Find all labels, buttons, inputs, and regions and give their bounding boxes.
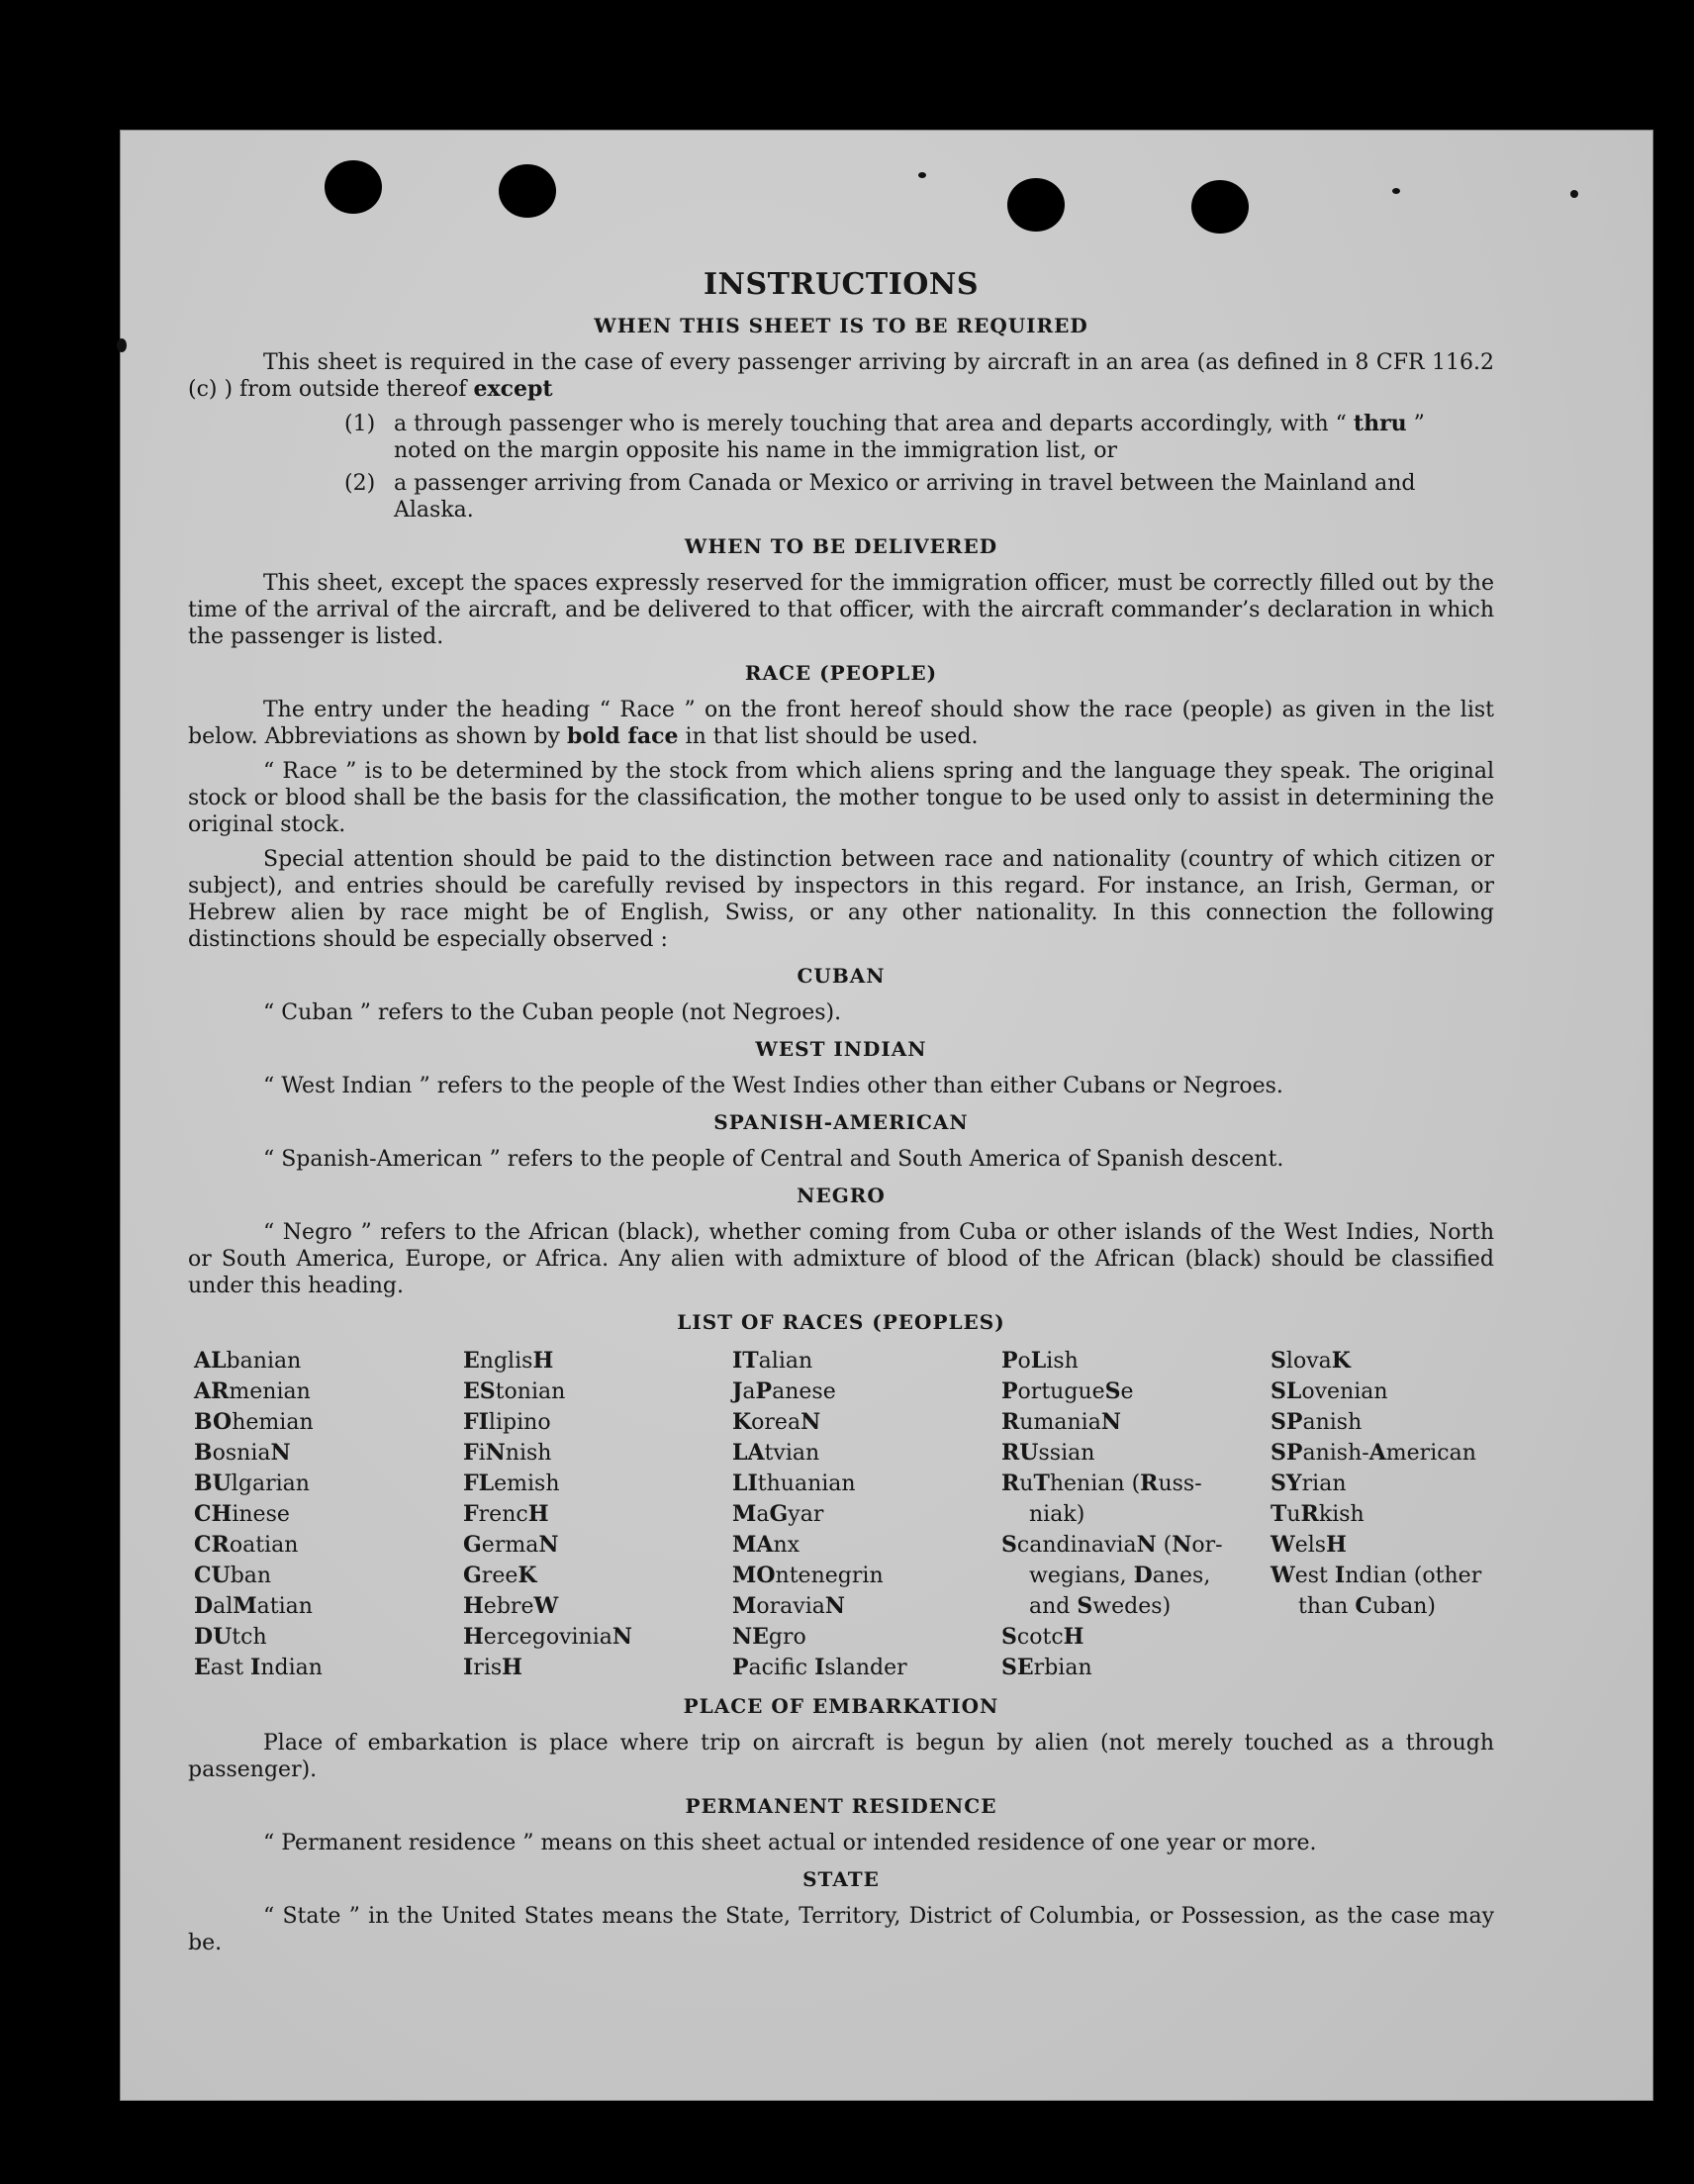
race-p1-b: in that list should be used. <box>685 724 979 749</box>
race-entry: FLemish <box>463 1471 560 1496</box>
race-entry: MaGyar <box>732 1501 824 1527</box>
heading-list-of-races: LIST OF RACES (PEOPLES) <box>677 1310 1005 1334</box>
spanish-american-text: “ Spanish-American ” refers to the people of Central and South America of Spanish descent. <box>263 1147 1284 1172</box>
race-entry: CHinese <box>194 1501 290 1527</box>
race-entry: SLovenian <box>1270 1378 1388 1404</box>
race-paragraph-1 <box>188 697 1494 750</box>
race-entry: DalMatian <box>194 1593 313 1619</box>
race-entry: RUssian <box>1001 1440 1095 1466</box>
race-entry: SPanish <box>1270 1409 1363 1435</box>
embarkation-text: Place of embarkation is place where trip on aircraft is begun by alien (not merely touched as a through passenger). <box>188 1731 1494 1782</box>
punch-hole <box>325 160 382 214</box>
races-column-2 <box>463 1346 732 1683</box>
heading-when-required: WHEN THIS SHEET IS TO BE REQUIRED <box>594 314 1088 337</box>
item-text <box>394 411 1494 464</box>
race-entry: MOntenegrin <box>732 1563 884 1588</box>
race-entry: Pacifc Islander <box>732 1655 907 1680</box>
race-entry: PoLish <box>1001 1348 1079 1374</box>
race-entry: BUlgarian <box>194 1471 310 1496</box>
page-title: INSTRUCTIONS <box>704 267 979 302</box>
race-entry: ITalian <box>732 1348 813 1374</box>
punch-hole <box>1191 180 1249 234</box>
heading-spanish-american: SPANISH-AMERICAN <box>713 1110 969 1134</box>
race-entry: NEgro <box>732 1624 806 1650</box>
race-entry: GreeK <box>463 1563 537 1588</box>
races-column-1 <box>194 1346 463 1683</box>
race-entry: wegians, Danes, <box>1029 1563 1211 1588</box>
race-entry: SYrian <box>1270 1471 1347 1496</box>
race-p1-a: The entry under the heading “ Race ” on the front hereof should show the race (people) as given in the list below. Abbreviations as shown by <box>188 698 1494 749</box>
punch-hole <box>1007 178 1065 232</box>
residence-text: “ Permanent residence ” means on this sheet actual or intended residence of one year or more. <box>263 1831 1317 1855</box>
cuban-text: “ Cuban ” refers to the Cuban people (not Negroes). <box>263 1000 842 1025</box>
race-entry: BOhemian <box>194 1409 314 1435</box>
races-column-5 <box>1270 1346 1500 1683</box>
instructions-document <box>188 267 1494 1964</box>
heading-race: RACE (PEOPLE) <box>744 661 938 685</box>
race-entry: WelsH <box>1270 1532 1347 1558</box>
race-entry: EnglisH <box>463 1348 554 1374</box>
speck <box>117 338 127 352</box>
race-entry: ScandinaviaN (Nor- <box>1001 1532 1223 1558</box>
race-entry: niak) <box>1029 1502 1085 1527</box>
punch-hole <box>499 164 556 218</box>
race-entry: JaPanese <box>732 1378 836 1404</box>
race-entry: ScotcH <box>1001 1624 1084 1650</box>
required-intro-except: except <box>473 376 553 402</box>
race-entry: DUtch <box>194 1624 267 1650</box>
heading-when-delivered: WHEN TO BE DELIVERED <box>684 534 998 558</box>
item-number: (1) <box>344 412 376 436</box>
races-column-3 <box>732 1346 1001 1683</box>
race-entry: KoreaN <box>732 1409 821 1435</box>
race-entry: ARmenian <box>194 1378 311 1404</box>
race-entry: than Cuban) <box>1298 1593 1436 1619</box>
race-entry: CUban <box>194 1563 272 1588</box>
required-intro <box>188 349 1494 403</box>
delivered-text: This sheet, except the spaces expressly reserved for the immigration officer, must be correctly filled out by the time of the arrival of the aircraft, and be delivered to that officer, with the aircraft commander’s declaration in which the passenger is listed. <box>188 571 1494 649</box>
race-entry: HercegoviniaN <box>463 1624 632 1650</box>
race-entry: PortugueSe <box>1001 1378 1134 1404</box>
race-entry: GermaN <box>463 1532 559 1558</box>
heading-cuban: CUBAN <box>797 964 886 988</box>
west-indian-text: “ West Indian ” refers to the people of the West Indies other than either Cubans or Negroes. <box>263 1074 1283 1098</box>
race-entry: East Indian <box>194 1655 323 1680</box>
race-entry: SErbian <box>1001 1655 1092 1680</box>
item-text: a passenger arriving from Canada or Mexico or arriving in travel between the Mainland and Alaska. <box>394 471 1416 522</box>
race-entry: FiNnish <box>463 1440 552 1466</box>
item1-text-b: ” noted on the margin opposite his name in the immigration list, or <box>394 412 1425 463</box>
heading-west-indian: WEST INDIAN <box>755 1037 927 1061</box>
race-entry: HebreW <box>463 1593 559 1619</box>
race-entry: IrisH <box>463 1655 522 1680</box>
race-entry: RumaniaN <box>1001 1409 1121 1435</box>
item-number: (2) <box>344 471 376 496</box>
required-item-2 <box>344 470 1494 523</box>
race-entry: and Swedes) <box>1029 1593 1172 1619</box>
race-entry: TuRkish <box>1270 1501 1365 1527</box>
race-entry: FrencH <box>463 1501 549 1527</box>
heading-embarkation: PLACE OF EMBARKATION <box>683 1694 999 1718</box>
race-paragraph-2: “ Race ” is to be determined by the stock from which aliens spring and the language they speak. The original stock or blood shall be the basis for the classification, the mother tongue to be used only to assist in determining the original stock. <box>188 759 1494 837</box>
race-entry: MAnx <box>732 1532 800 1558</box>
race-entry: EStonian <box>463 1378 566 1404</box>
race-entry: BosniaN <box>194 1440 291 1466</box>
race-entry: West Indian (other <box>1270 1563 1482 1588</box>
speck <box>918 172 926 178</box>
speck <box>1570 190 1578 198</box>
race-entry: ALbanian <box>194 1348 302 1374</box>
required-intro-text: This sheet is required in the case of every passenger arriving by aircraft in an area (as defined in 8 CFR 116.2 (c) ) from outside thereof <box>188 350 1494 402</box>
race-entry: LIthuanian <box>732 1471 856 1496</box>
race-entry: LAtvian <box>732 1440 820 1466</box>
race-paragraph-3: Special attention should be paid to the distinction between race and nationality (country of which citizen or subject), and entries should be carefully revised by inspectors in this regard. For instance, an Irish, German, or Hebrew alien by race might be of English, Swiss, or any other nationality. In this connection the following distinctions should be especially observed : <box>188 847 1494 952</box>
required-item-1 <box>344 411 1494 464</box>
heading-negro: NEGRO <box>797 1184 886 1207</box>
negro-text: “ Negro ” refers to the African (black), whether coming from Cuba or other islands of the West Indies, North or South America, Europe, or Africa. Any alien with admixture of blood of the African (black) should be classified under this heading. <box>188 1220 1494 1298</box>
races-column-4 <box>1001 1346 1270 1683</box>
races-list <box>194 1346 1494 1683</box>
race-entry: RuThenian (Russ- <box>1001 1471 1202 1496</box>
heading-permanent-residence: PERMANENT RESIDENCE <box>685 1794 997 1818</box>
race-p1-bold: bold face <box>566 723 679 749</box>
race-entry: FIlipino <box>463 1409 551 1435</box>
item1-text-a: a through passenger who is merely touching that area and departs accordingly, with “ <box>394 412 1347 436</box>
race-entry: MoraviaN <box>732 1593 845 1619</box>
race-entry: SlovaK <box>1270 1348 1351 1374</box>
speck <box>1392 188 1400 194</box>
heading-state: STATE <box>802 1867 880 1891</box>
state-text: “ State ” in the United States means the State, Territory, District of Columbia, or Possession, as the case may be. <box>188 1904 1494 1955</box>
item1-thru: thru <box>1353 411 1407 436</box>
race-entry: CRoatian <box>194 1532 299 1558</box>
race-entry: SPanish-American <box>1270 1440 1476 1466</box>
